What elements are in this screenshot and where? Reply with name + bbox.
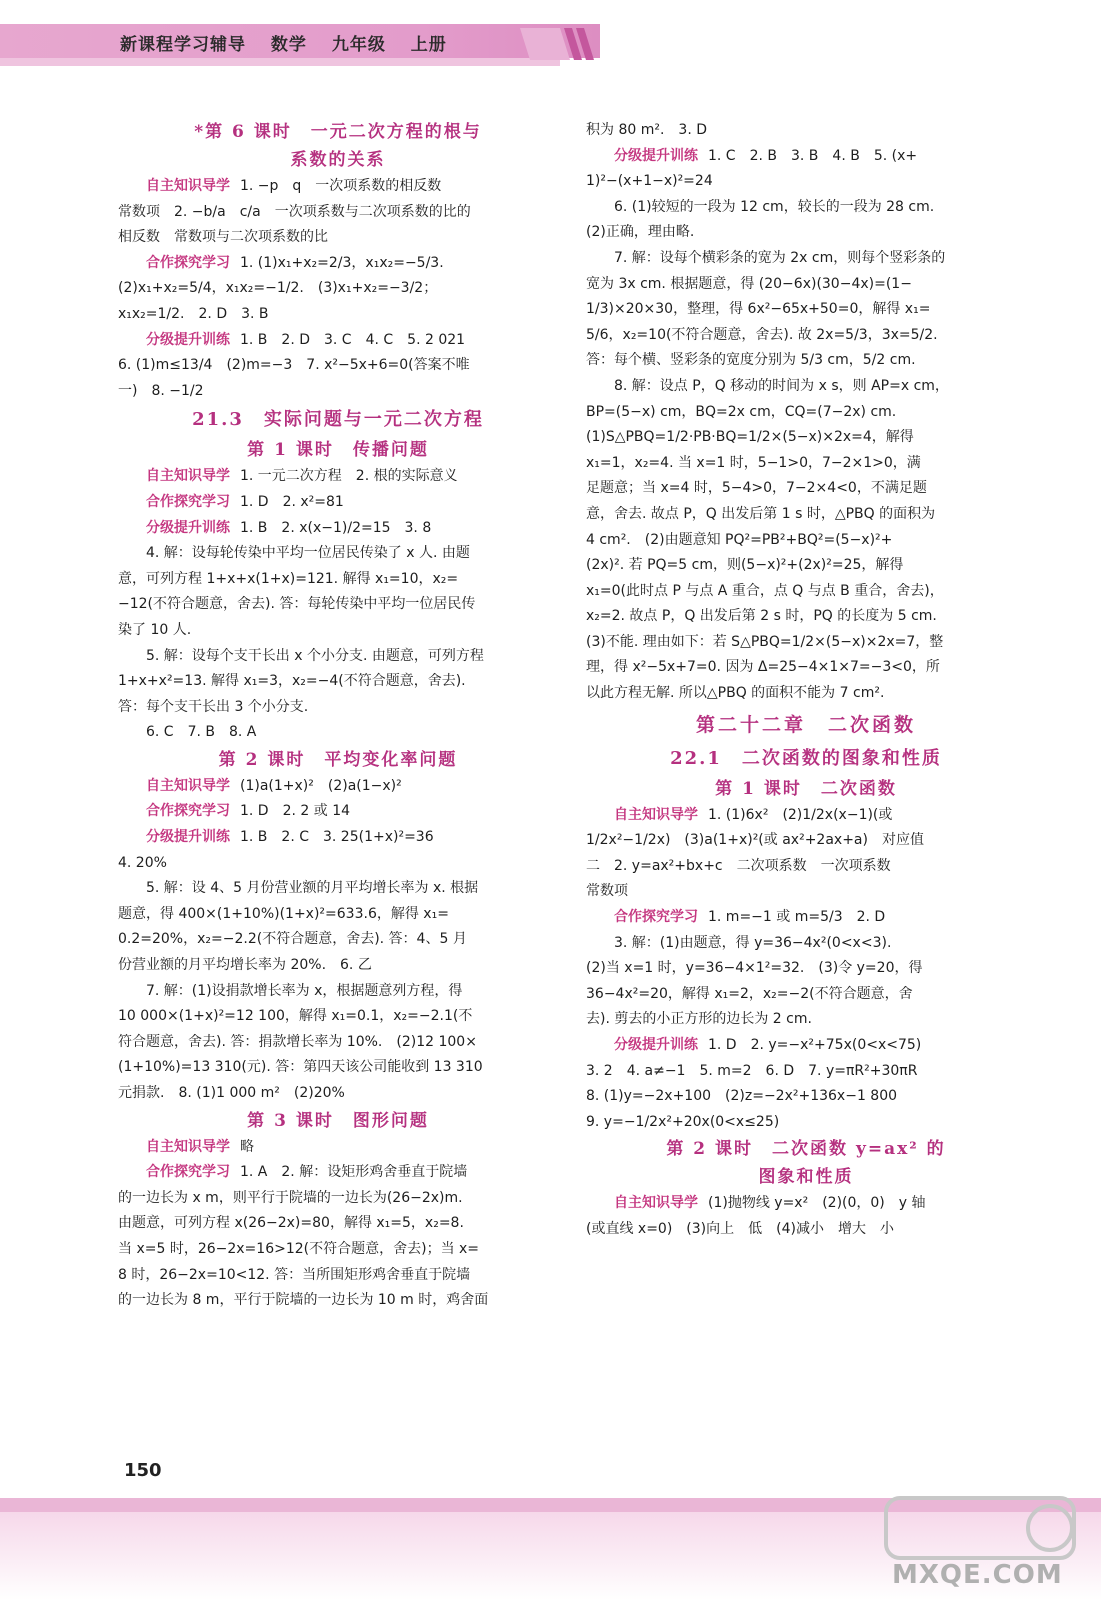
answer-line: 3. 2 4. a≠−1 5. m=2 6. D 7. y=πR²+30πR (586, 1062, 918, 1079)
answer-line: x₁x₂=1/2. 2. D 3. B (118, 305, 269, 322)
answer-text: 1. (1)6x² (2)1/2x(x−1)(或 (708, 806, 893, 823)
answer-line: 题意，得 400×(1+10%)(1+x)²=633.6，解得 x₁= (118, 905, 449, 922)
answer-line: 意，可列方程 1+x+x(1+x)=121. 解得 x₁=10，x₂= (118, 570, 459, 587)
answer-line: x₁=0(此时点 P 与点 A 重合，点 Q 与点 B 重合，舍去)， (586, 582, 944, 599)
answer-line: 理，得 x²−5x+7=0. 因为 Δ=25−4×1×7=−3<0，所 (586, 659, 940, 676)
answer-line: 1/3)×20×30，整理，得 6x²−65x+50=0，解得 x₁= (586, 301, 931, 318)
section-tag: 自主知识导学 (146, 178, 230, 194)
answer-line (586, 905, 1026, 931)
answer-line: 意，舍去. 故点 P，Q 出发后第 1 s 时，△PBQ 的面积为 (586, 505, 936, 522)
answer-line (118, 464, 558, 490)
answer-line: 6. C 7. B 8. A (146, 724, 257, 741)
section-tag: 自主知识导学 (146, 1138, 230, 1155)
lesson-heading: 第 2 课时 平均变化率问题 (218, 749, 458, 770)
answer-line (118, 799, 558, 825)
header-grade: 九年级 (331, 35, 386, 55)
answer-line: 答：每个横、竖彩条的宽度分别为 5/3 cm，5/2 cm. (586, 352, 916, 369)
answer-line: 3. 解：(1)由题意，得 y=36−4x²(0<x<3). (614, 934, 892, 951)
answer-text: 1. D 2. x²=81 (240, 493, 344, 510)
answer-text: 1. A 2. 解：设矩形鸡舍垂直于院墙 (240, 1164, 468, 1181)
header-volume: 上册 (410, 35, 447, 55)
page-header (0, 0, 1101, 74)
header-book: 新课程学习辅导 (120, 35, 246, 55)
answer-line: 0.2=20%，x₂=−2.2(不符合题意，舍去). 答：4、5 月 (118, 931, 467, 948)
answer-line: 足题意；当 x=4 时，5−4>0，7−2×4<0，不满足题 (586, 480, 927, 497)
answer-line: (2)当 x=1 时，y=36−4×1²=32. (3)令 y=20，得 (586, 960, 923, 977)
answer-line (586, 803, 1026, 829)
answer-line: 常数项 2. −b/a c/a 一次项系数与二次项系数的比的 (118, 203, 471, 220)
answer-line: 8 时，26−2x=10<12. 答：当所围矩形鸡舍垂直于院墙 (118, 1266, 471, 1283)
answer-line: 答：每个支干长出 3 个小分支. (118, 698, 309, 715)
answer-line: (3)不能. 理由如下：若 S△PBQ=1/2×(5−x)×2x=7，整 (586, 633, 944, 650)
answer-line: 当 x=5 时，26−2x=16>12(不符合题意，舍去)；当 x= (118, 1240, 480, 1257)
section-tag: 自主知识导学 (614, 1195, 698, 1212)
section-heading: 21.3 实际问题与一元二次方程 (192, 409, 484, 431)
answer-line: 5. 解：设每个支干长出 x 个小分支. 由题意，可列方程 (146, 647, 484, 664)
section-tag: 合作探究学习 (146, 254, 230, 271)
header-band-light (0, 58, 560, 66)
answer-line: 的一边长为 x m，则平行于院墙的一边长为(26−2x)m. (118, 1189, 463, 1206)
answer-line: 染了 10 人. (118, 621, 192, 638)
answer-line: BP=(5−x) cm，BQ=2x cm，CQ=(7−2x) cm. (586, 403, 897, 420)
lesson-heading: 第 1 课时 传播问题 (247, 440, 429, 461)
answer-line (586, 144, 1026, 170)
answer-text: 1. (1)x₁+x₂=2/3，x₁x₂=−5/3. (240, 254, 444, 271)
lesson-heading: *第 6 课时 一元二次方程的根与 (194, 122, 482, 142)
answer-line: (或直线 x=0) (3)向上 低 (4)减小 增大 小 (586, 1220, 894, 1237)
answer-text: 1. B 2. x(x−1)/2=15 3. 8 (240, 519, 432, 536)
answer-text: (1)a(1+x)² (2)a(1−x)² (240, 777, 402, 794)
answer-line: 1)²−(x+1−x)²=24 (586, 173, 713, 190)
answer-line (118, 174, 558, 200)
answer-line: 的一边长为 8 m，平行于院墙的一边长为 10 m 时，鸡舍面 (118, 1292, 489, 1309)
answer-text: 略 (240, 1138, 254, 1155)
answer-line: 10 000×(1+x)²=12 100，解得 x₁=0.1，x₂=−2.1(不 (118, 1008, 473, 1025)
section-tag: 分级提升训练 (146, 331, 230, 348)
answer-text: 1. B 2. C 3. 25(1+x)²=36 (240, 829, 434, 846)
section-tag: 自主知识导学 (614, 806, 698, 823)
section-tag: 自主知识导学 (146, 468, 230, 485)
lesson-heading: 图象和性质 (758, 1167, 854, 1188)
answer-text: 1. D 2. y=−x²+75x(0<x<75) (708, 1037, 922, 1053)
answer-line: (1+10%)=13 310(元). 答：第四天该公司能收到 13 310 (118, 1059, 483, 1076)
answer-text: 1. C 2. B 3. B 4. B 5. (x+ (708, 147, 918, 164)
answer-line: 7. 解：(1)设捐款增长率为 x，根据题意列方程，得 (146, 982, 463, 999)
header-title (120, 30, 465, 55)
answer-line: 5. 解：设 4、5 月份营业额的月平均增长率为 x. 根据 (146, 880, 479, 897)
answer-line: (2x)². 若 PQ=5 cm，则(5−x)²+(2x)²=25，解得 (586, 557, 904, 574)
answer-line: 去). 剪去的小正方形的边长为 2 cm. (586, 1011, 812, 1028)
answer-line: 8. 解：设点 P，Q 移动的时间为 x s，则 AP=x cm， (614, 377, 949, 394)
answer-text: 1. 一元二次方程 2. 根的实际意义 (240, 468, 458, 485)
answer-line: 1+x+x²=13. 解得 x₁=3，x₂=−4(不符合题意，舍去). (118, 673, 466, 690)
answer-line (118, 825, 558, 851)
answer-line: 7. 解：设每个横彩条的宽为 2x cm，则每个竖彩条的 (614, 249, 946, 266)
answer-line: 6. (1)m≤13/4 (2)m=−3 7. x²−5x+6=0(答案不唯 (118, 357, 470, 374)
answer-line: x₁=1，x₂=4. 当 x=1 时，5−1>0，7−2×1>0，满 (586, 454, 921, 471)
answer-line: 由题意，可列方程 x(26−2x)=80，解得 x₁=5，x₂=8. (118, 1215, 464, 1232)
answer-line: 元捐款. 8. (1)1 000 m² (2)20% (118, 1085, 345, 1101)
answer-line: 以此方程无解. 所以△PBQ 的面积不能为 7 cm². (586, 685, 885, 702)
lesson-heading: 系数的关系 (290, 150, 386, 170)
answer-line: (2)x₁+x₂=5/4，x₁x₂=−1/2. (3)x₁+x₂=−3/2； (118, 280, 438, 297)
section-tag: 分级提升训练 (614, 1037, 698, 1053)
section-tag: 合作探究学习 (146, 1164, 230, 1181)
answer-line (586, 1033, 1026, 1059)
header-stripes-icon (520, 28, 600, 60)
answer-line: 宽为 3x cm. 根据题意，得 (20−6x)(30−4x)=(1− (586, 275, 912, 292)
answer-line (118, 251, 558, 277)
answer-line: 4. 20% (118, 854, 167, 871)
section-tag: 分级提升训练 (146, 519, 230, 536)
answer-text: 1. m=−1 或 m=5/3 2. D (708, 909, 886, 926)
right-column (586, 118, 1026, 1243)
answer-line: 4 cm². (2)由题意知 PQ²=PB²+BQ²=(5−x)²+ (586, 531, 893, 548)
page-number: 150 (124, 1460, 162, 1481)
answer-line: 5/6，x₂=10(不符合题意，舍去). 故 2x=5/3，3x=5/2. (586, 326, 938, 343)
section-tag: 合作探究学习 (146, 493, 230, 510)
answer-line: 份营业额的月平均增长率为 20%. 6. 乙 (118, 957, 372, 974)
header-subject: 数学 (270, 35, 307, 55)
answer-line: 积为 80 m². 3. D (586, 122, 708, 138)
answer-line: 二 2. y=ax²+bx+c 二次项系数 一次项系数 (586, 857, 891, 874)
watermark-site: MXQE.COM (892, 1560, 1063, 1590)
lesson-heading: 第 2 课时 二次函数 y=ax² 的 (666, 1139, 946, 1160)
answer-line: 相反数 常数项与二次项系数的比 (118, 229, 328, 246)
answer-line (118, 490, 558, 516)
section-tag: 自主知识导学 (146, 777, 230, 794)
answer-line: 8. (1)y=−2x+100 (2)z=−2x²+136x−1 800 (586, 1088, 898, 1105)
section-heading: 22.1 二次函数的图象和性质 (670, 747, 942, 769)
answer-line: 符合题意，舍去). 答：捐款增长率为 10%. (2)12 100× (118, 1033, 477, 1050)
answer-line: 36−4x²=20，解得 x₁=2，x₂=−2(不符合题意，舍 (586, 985, 913, 1002)
answer-line (118, 328, 558, 354)
answer-line: 一) 8. −1/2 (118, 382, 204, 399)
section-tag: 分级提升训练 (614, 147, 698, 164)
section-tag: 合作探究学习 (146, 803, 230, 820)
answer-line (118, 1160, 558, 1186)
section-tag: 分级提升训练 (146, 829, 230, 846)
answer-line (118, 774, 558, 800)
answer-line: x₂=2. 故点 P，Q 出发后第 2 s 时，PQ 的长度为 5 cm. (586, 608, 937, 625)
answer-line (118, 516, 558, 542)
answer-line: 9. y=−1/2x²+20x(0<x≤25) (586, 1113, 780, 1130)
left-column (118, 118, 558, 1314)
lesson-heading: 第 1 课时 二次函数 (715, 778, 897, 799)
answer-line: (2)正确，理由略. (586, 224, 695, 241)
answer-line: 常数项 (586, 883, 628, 900)
chapter-heading: 第二十二章 二次函数 (695, 713, 916, 736)
section-tag: 合作探究学习 (614, 909, 698, 926)
answer-line: (1)S△PBQ=1/2·PB·BQ=1/2×(5−x)×2x=4，解得 (586, 429, 914, 446)
answer-line: −12(不符合题意，舍去). 答：每轮传染中平均一位居民传 (118, 596, 476, 613)
answer-line: 1/2x²−1/2x) (3)a(1+x)²(或 ax²+2ax+a) 对应值 (586, 832, 924, 849)
answer-line (586, 1191, 1026, 1217)
answer-line: 6. (1)较短的一段为 12 cm，较长的一段为 28 cm. (614, 198, 935, 215)
answer-text: 1. B 2. D 3. C 4. C 5. 2 021 (240, 331, 466, 348)
answer-text: (1)抛物线 y=x² (2)(0，0) y 轴 (708, 1195, 926, 1212)
answer-line (118, 1135, 558, 1161)
answer-text: 1. D 2. 2 或 14 (240, 803, 351, 820)
answer-text: 1. −p q 一次项系数的相反数 (240, 178, 442, 194)
lesson-heading: 第 3 课时 图形问题 (247, 1110, 429, 1131)
answer-line: 4. 解：设每轮传染中平均一位居民传染了 x 人. 由题 (146, 545, 470, 562)
